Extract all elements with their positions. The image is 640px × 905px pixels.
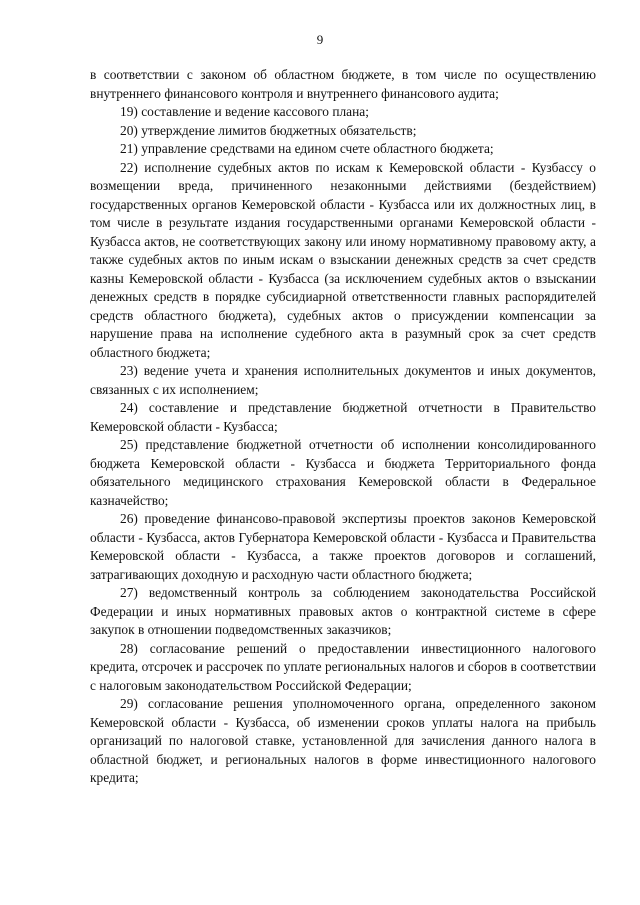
paragraph: 22) исполнение судебных актов по искам к Кемеровской области - Кузбассу о возмещении вреда, причиненного незаконными действиями (бездействием) государственных органов Кемеровской области - Кузбасса или их должностных лиц, в том числе в результате издания государственными органами Кемеровской области - Кузбасса актов, не соответствующих закону или иному нормативному правовому акту, а также судебных актов по иным искам о взыскании денежных средств за счет средств казны Кемеровской области - Кузбасса (за исключением судебных актов о взыскании денежных средств в порядке субсидиарной ответственности главных распорядителей средств областного бюджета), судебных актов о присуждении компенсации за нарушение права на исполнение судебного акта в разумный срок за счет средств областного бюджета; <box>90 159 596 360</box>
paragraph: 23) ведение учета и хранения исполнительных документов и иных документов, связанных с их исполнением; <box>90 363 596 397</box>
paragraph: 21) управление средствами на едином счете областного бюджета; <box>120 141 494 156</box>
paragraph: 20) утверждение лимитов бюджетных обязательств; <box>120 122 417 138</box>
paragraph: 19) составление и ведение кассового плана; <box>120 104 369 119</box>
paragraph: 24) составление и представление бюджетной отчетности в Правительство Кемеровской области - Кузбасса; <box>90 400 596 434</box>
page-number: 9 <box>316 32 324 47</box>
paragraph: 29) согласование решения уполномоченного органа, определенного законом Кемеровской области - Кузбасса, об изменении сроков уплаты налога на прибыль организаций по налоговой ставке, установленной для зачисления данного налога в областной бюджет, и региональных налогов в форме инвестиционного налогового кредита; <box>90 696 596 785</box>
paragraph: 25) представление бюджетной отчетности об исполнении консолидированного бюджета Кемеровской области - Кузбасса и бюджета Территориального фонда обязательного медицинского страхования Кемеровской области в Федеральное казначейство; <box>90 437 596 508</box>
paragraph: 27) ведомственный контроль за соблюдением законодательства Российской Федерации и иных нормативных правовых актов о контрактной системе в сфере закупок в отношении подведомственных заказчиков; <box>90 585 596 637</box>
paragraph: 28) согласование решений о предоставлении инвестиционного налогового кредита, отсрочек и рассрочек по уплате региональных налогов и сборов в соответствии с налоговым законодательством Российской Федерации; <box>90 640 596 693</box>
paragraph: 26) проведение финансово-правовой экспертизы проектов законов Кемеровской области - Кузбасса, актов Губернатора Кемеровской области - Кузбасса и Правительства Кемеровской области - Кузбасса, а также проектов договоров и соглашений, затрагивающих доходную и расходную части областного бюджета; <box>90 511 596 582</box>
paragraph: в соответствии с законом об областном бюджете, в том числе по осуществлению внутреннего финансового контроля и внутреннего финансового аудита; <box>90 67 596 101</box>
document-body <box>90 66 596 788</box>
